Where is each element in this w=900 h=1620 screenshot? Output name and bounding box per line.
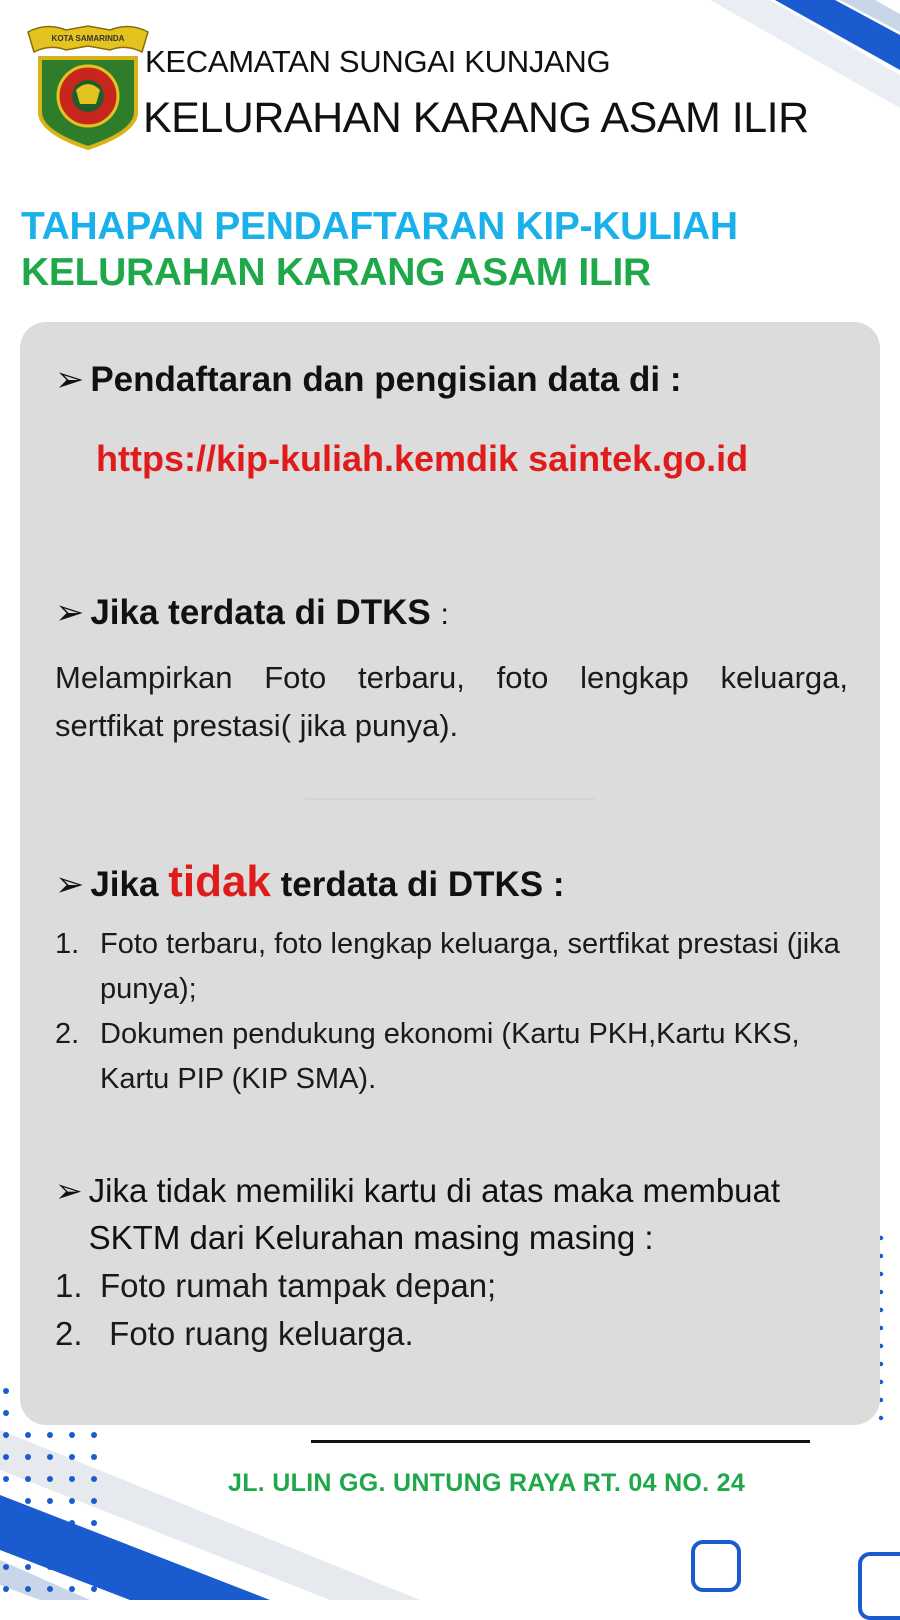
decorative-dot	[3, 1498, 9, 1504]
decorative-dot	[3, 1476, 9, 1482]
decorative-dot	[69, 1432, 75, 1438]
decorative-dot	[91, 1476, 97, 1482]
non-dtks-heading-emphasis: tidak	[168, 857, 271, 906]
footer-address: JL. ULIN GG. UNTUNG RAYA RT. 04 NO. 24	[228, 1469, 746, 1497]
non-dtks-heading-pre: Jika	[90, 865, 169, 904]
section-dtks-text: Jika terdata di DTKS	[90, 593, 431, 632]
square-outline-icon	[858, 1552, 900, 1620]
footer-rule	[311, 1440, 810, 1443]
decorative-dot	[25, 1542, 31, 1548]
decorative-dot	[91, 1520, 97, 1526]
decorative-dot	[25, 1520, 31, 1526]
decorative-dot	[91, 1432, 97, 1438]
decorative-dot	[69, 1586, 75, 1592]
kelurahan-label: KELURAHAN KARANG ASAM ILIR	[143, 94, 809, 142]
list-item-text: Foto rumah tampak depan;	[100, 1267, 497, 1304]
arrow-bullet-icon: ➢	[55, 865, 85, 904]
divider	[305, 798, 595, 800]
page-title-line2: KELURAHAN KARANG ASAM ILIR	[21, 251, 651, 294]
kecamatan-label: KECAMATAN SUNGAI KUNJANG	[145, 44, 611, 79]
logo-label: KOTA SAMARINDA	[51, 34, 125, 43]
decorative-dot	[91, 1542, 97, 1548]
kota-samarinda-crest-icon	[26, 20, 150, 150]
section-dtks-heading	[55, 593, 449, 633]
decorative-dot	[47, 1498, 53, 1504]
sktm-requirements-list	[55, 1262, 855, 1358]
list-item-text: Dokumen pendukung ekonomi (Kartu PKH,Kartu KKS, Kartu PIP (KIP SMA).	[100, 1018, 800, 1095]
non-dtks-requirements-list	[55, 922, 855, 1102]
decorative-dot	[69, 1476, 75, 1482]
decorative-dot	[3, 1542, 9, 1548]
decorative-dot	[69, 1454, 75, 1460]
section-dtks-colon: :	[440, 598, 449, 631]
decorative-dot	[3, 1520, 9, 1526]
decorative-dot	[47, 1542, 53, 1548]
list-item-number: 1.	[55, 1267, 83, 1304]
section-registration-heading	[55, 360, 682, 400]
decorative-dot	[3, 1388, 9, 1394]
list-item	[55, 1310, 855, 1358]
decorative-dot	[47, 1476, 53, 1482]
decorative-dot	[3, 1432, 9, 1438]
section-sktm-heading	[55, 1167, 855, 1261]
arrow-bullet-icon: ➢	[55, 1172, 83, 1209]
list-item-text: Foto terbaru, foto lengkap keluarga, sertfikat prestasi (jika punya);	[100, 928, 840, 1005]
decorative-dot	[47, 1520, 53, 1526]
registration-url-link[interactable]: https://kip-kuliah.kemdik saintek.go.id	[96, 438, 749, 479]
decorative-dot	[25, 1586, 31, 1592]
decorative-dot	[879, 1416, 883, 1420]
section-registration-text: Pendaftaran dan pengisian data di :	[90, 360, 682, 399]
decorative-dot	[25, 1498, 31, 1504]
decorative-dot	[3, 1564, 9, 1570]
decorative-dot	[3, 1410, 9, 1416]
decorative-dot	[47, 1454, 53, 1460]
list-item	[55, 922, 855, 1012]
section-dtks-description: Melampirkan Foto terbaru, foto lengkap keluarga, sertfikat prestasi( jika punya).	[55, 660, 848, 743]
decorative-dot	[91, 1498, 97, 1504]
arrow-bullet-icon: ➢	[55, 360, 85, 399]
list-item	[55, 1012, 855, 1102]
decorative-dot	[91, 1564, 97, 1570]
decorative-dot	[69, 1520, 75, 1526]
decorative-dot	[91, 1586, 97, 1592]
decorative-dot	[25, 1454, 31, 1460]
decorative-dot	[25, 1476, 31, 1482]
decorative-dot	[3, 1454, 9, 1460]
decorative-dot	[69, 1564, 75, 1570]
decorative-dot	[47, 1586, 53, 1592]
decorative-dot	[3, 1586, 9, 1592]
decorative-dot	[25, 1432, 31, 1438]
list-item	[55, 1262, 855, 1310]
arrow-bullet-icon: ➢	[55, 593, 85, 632]
page-title-line1: TAHAPAN PENDAFTARAN KIP-KULIAH	[21, 205, 738, 248]
section-non-dtks-heading	[55, 857, 565, 907]
non-dtks-heading-post: terdata di DTKS :	[270, 865, 565, 904]
section-sktm-text: Jika tidak memiliki kartu di atas maka membuat SKTM dari Kelurahan masing masing :	[88, 1172, 781, 1256]
square-outline-icon	[691, 1540, 741, 1592]
list-item-number: 1.	[55, 928, 80, 960]
decorative-dot	[47, 1564, 53, 1570]
decorative-dot	[47, 1432, 53, 1438]
decorative-dot	[69, 1542, 75, 1548]
decorative-dot	[91, 1454, 97, 1460]
list-item-number: 2.	[55, 1315, 83, 1352]
list-item-text: Foto ruang keluarga.	[100, 1315, 414, 1352]
list-item-number: 2.	[55, 1018, 80, 1050]
decorative-dot	[69, 1498, 75, 1504]
decorative-dot	[25, 1564, 31, 1570]
